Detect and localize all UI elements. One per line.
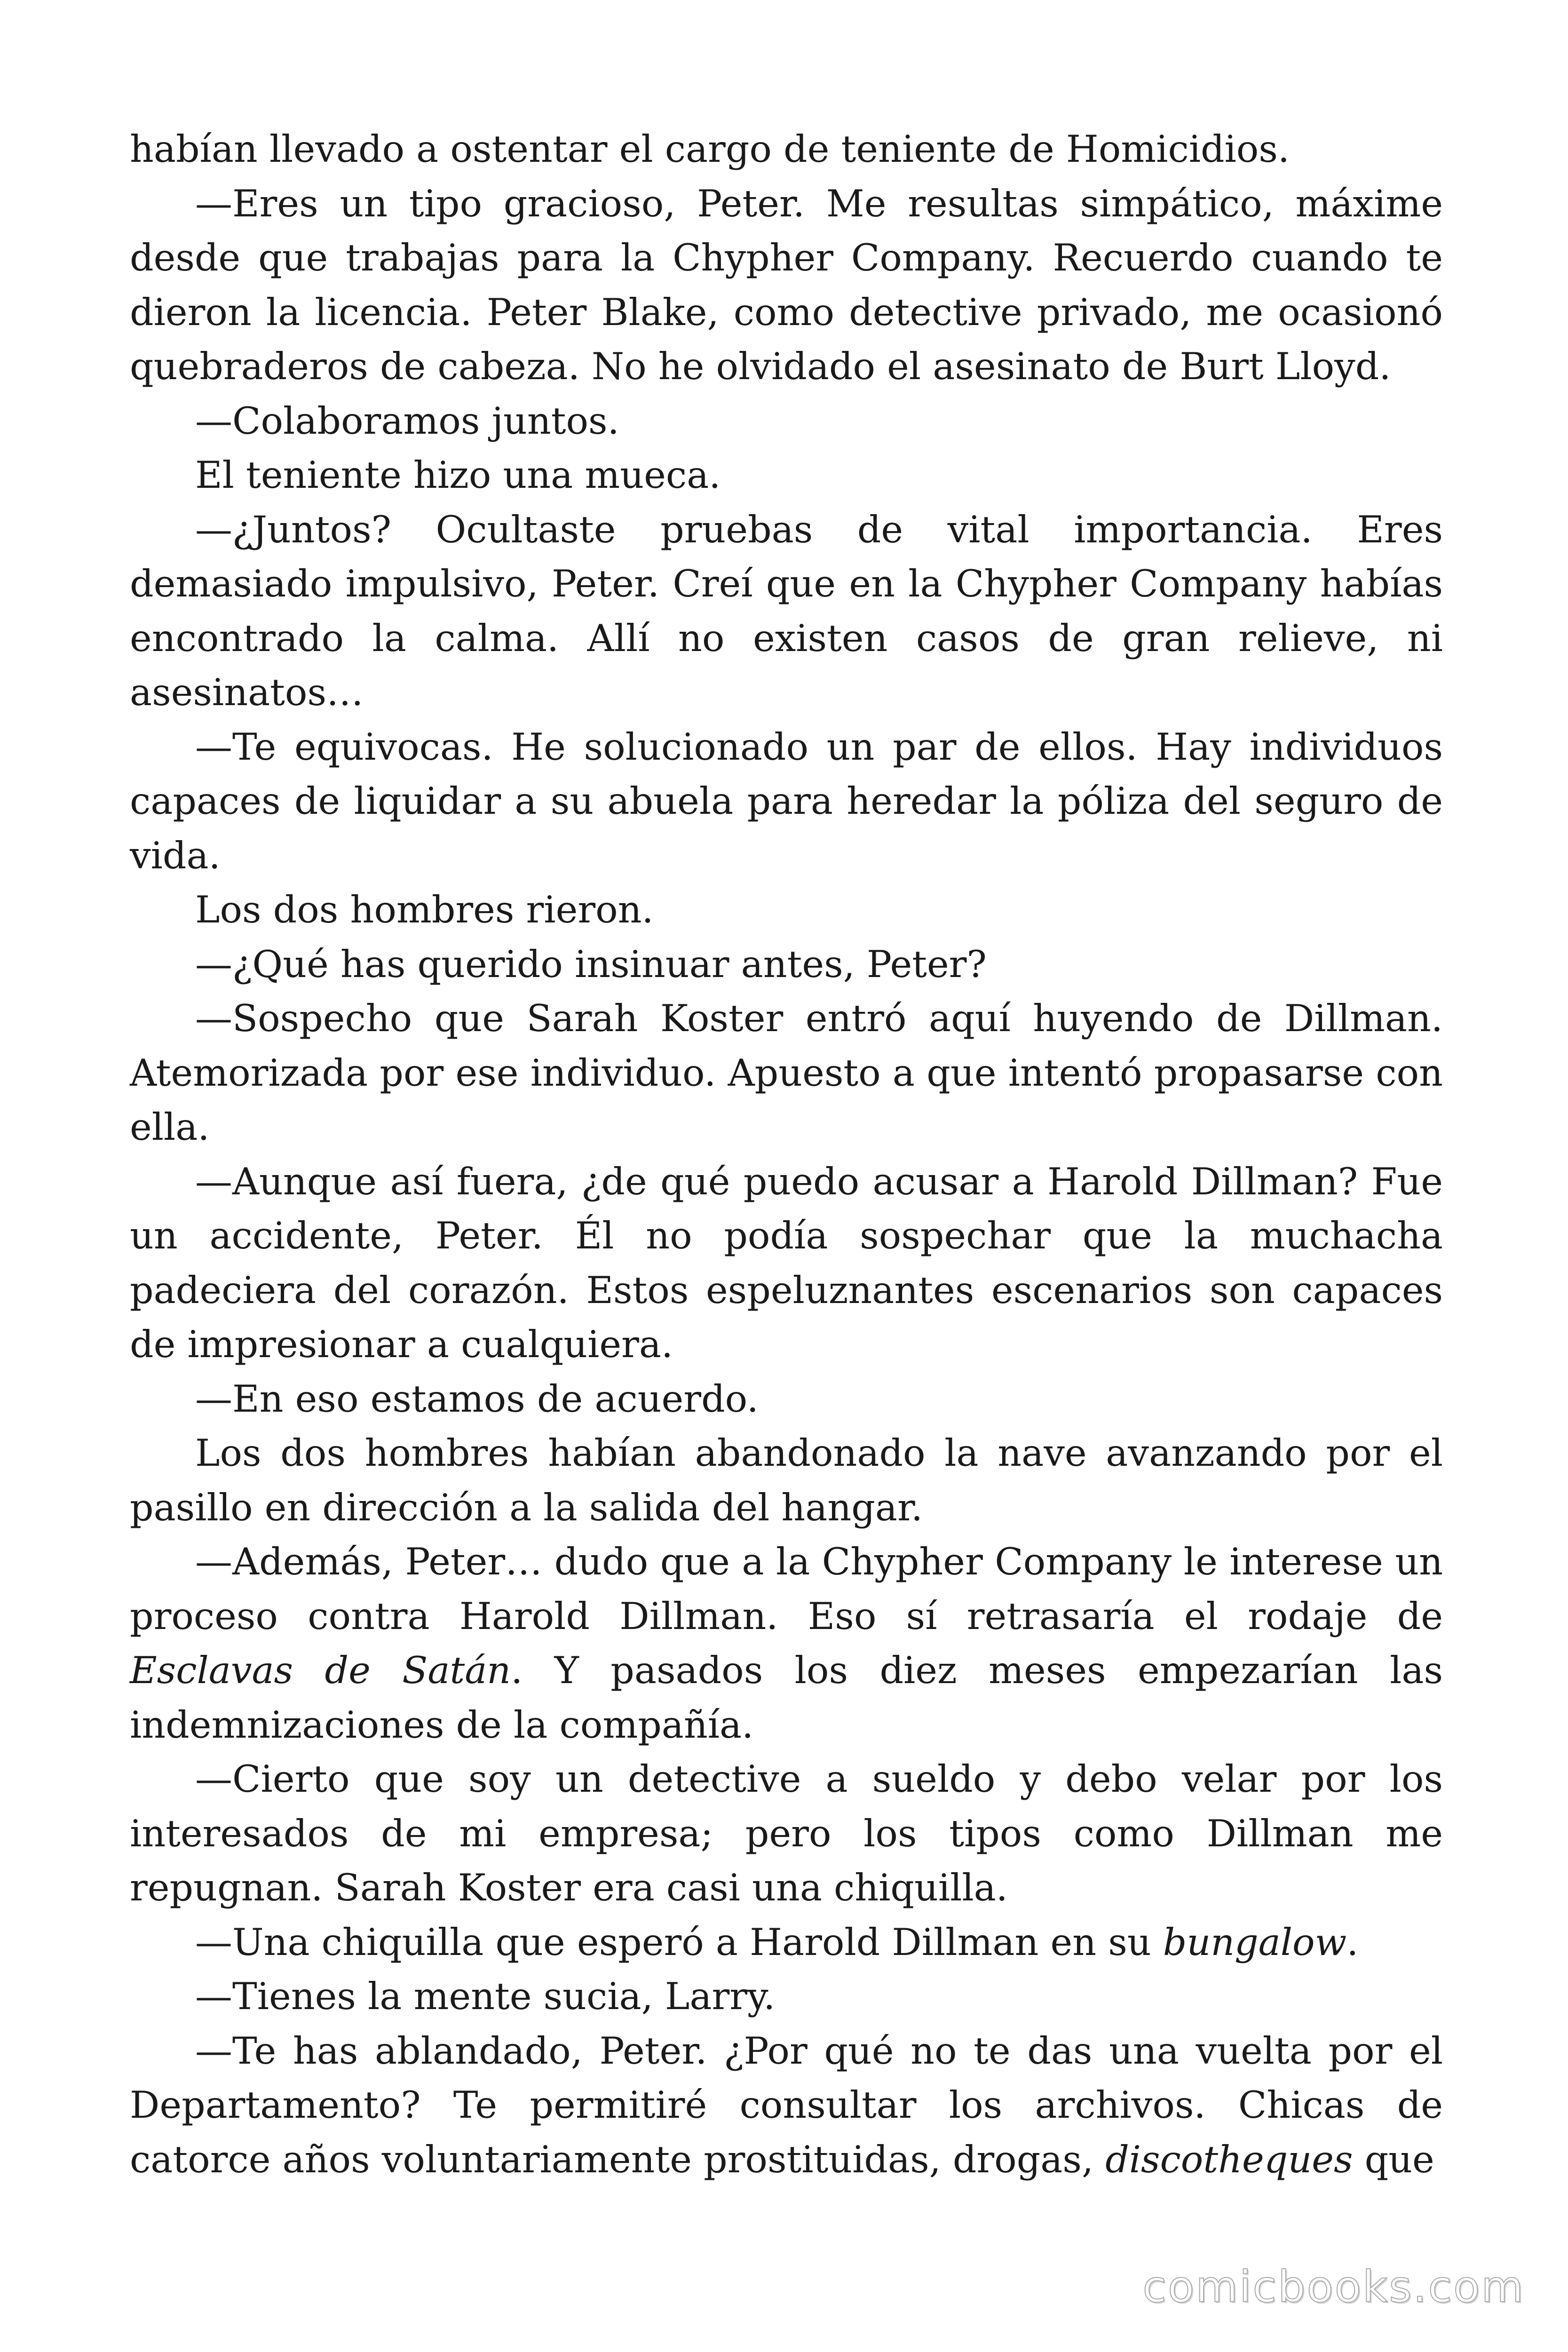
text-run: —Aunque así fuera, ¿de qué puedo acusar a Harold Dillman? Fue un accidente, Peter. Él no podía sospechar que la muchacha padeciera del corazón. Estos espeluznantes escenarios son capaces de impresionar a cualquiera. <box>130 1160 1443 1366</box>
text-run: —¿Juntos? Ocultaste pruebas de vital importancia. Eres demasiado impulsivo, Peter. Creí que en la Chypher Company habías encontrado la calma. Allí no existen casos de gran relieve, ni asesinatos… <box>130 508 1443 714</box>
italic-text: bungalow <box>1163 1920 1347 1964</box>
italic-text: discotheques <box>1105 2137 1353 2181</box>
text-run: —Sospecho que Sarah Koster entró aquí huyendo de Dillman. Atemorizada por ese individuo. Apuesto a que intentó propasarse con ella. <box>130 997 1443 1149</box>
text-run: . <box>1346 1920 1359 1964</box>
text-run: —Eres un tipo gracioso, Peter. Me resultas simpático, máxime desde que trabajas para la Chypher Company. Recuerdo cuando te dieron la licencia. Peter Blake, como detective privado, me ocasionó quebraderos de cabeza. No he olvidado el asesinato de Burt Lloyd. <box>130 182 1443 388</box>
paragraph <box>130 394 1443 449</box>
paragraph <box>130 992 1443 1155</box>
watermark: comicbooks.com <box>1142 2262 1525 2312</box>
italic-text: Esclavas de Satán <box>130 1649 511 1692</box>
paragraph <box>130 1915 1443 1970</box>
paragraph <box>130 938 1443 992</box>
text-run: —Colaboramos juntos. <box>195 399 619 443</box>
text-run: —¿Qué has querido insinuar antes, Peter? <box>195 942 987 986</box>
text-run: El teniente hizo una mueca. <box>195 453 721 497</box>
text-run: Los dos hombres rieron. <box>195 888 654 931</box>
text-run: —En eso estamos de acuerdo. <box>195 1377 759 1421</box>
paragraph <box>130 2024 1443 2187</box>
paragraph <box>130 503 1443 720</box>
paragraph <box>130 177 1443 394</box>
text-run: habían llevado a ostentar el cargo de teniente de Homicidios. <box>130 127 1290 171</box>
paragraph <box>130 720 1443 883</box>
paragraph <box>130 1535 1443 1752</box>
paragraph <box>130 1970 1443 2024</box>
book-page-text <box>130 122 1443 2187</box>
text-run: —Una chiquilla que esperó a Harold Dillman en su <box>195 1920 1163 1964</box>
paragraph <box>130 1752 1443 1915</box>
text-run: —Tienes la mente sucia, Larry. <box>195 1975 776 2018</box>
text-run: que <box>1353 2137 1434 2181</box>
text-run: —Te equivocas. He solucionado un par de ellos. Hay individuos capaces de liquidar a su abuela para heredar la póliza del seguro de vida. <box>130 725 1443 877</box>
paragraph <box>130 448 1443 503</box>
paragraph <box>130 883 1443 938</box>
paragraph <box>130 1155 1443 1372</box>
text-run: . Y pasados los diez meses empezarían las indemnizaciones de la compañía. <box>130 1649 1443 1747</box>
text-run: —Te has ablandado, Peter. ¿Por qué no te das una vuelta por el Departamento? Te permitiré consultar los archivos. Chicas de catorce años voluntariamente prostituidas, drogas, <box>130 2029 1443 2181</box>
paragraph <box>130 122 1443 177</box>
text-run: —Cierto que soy un detective a sueldo y debo velar por los interesados de mi empresa; pero los tipos como Dillman me repugnan. Sarah Koster era casi una chiquilla. <box>130 1757 1443 1909</box>
paragraph <box>130 1426 1443 1535</box>
text-run: Los dos hombres habían abandonado la nave avanzando por el pasillo en dirección a la salida del hangar. <box>130 1431 1443 1529</box>
text-run: —Además, Peter… dudo que a la Chypher Company le interese un proceso contra Harold Dillman. Eso sí retrasaría el rodaje de <box>130 1540 1443 1638</box>
paragraph <box>130 1372 1443 1427</box>
